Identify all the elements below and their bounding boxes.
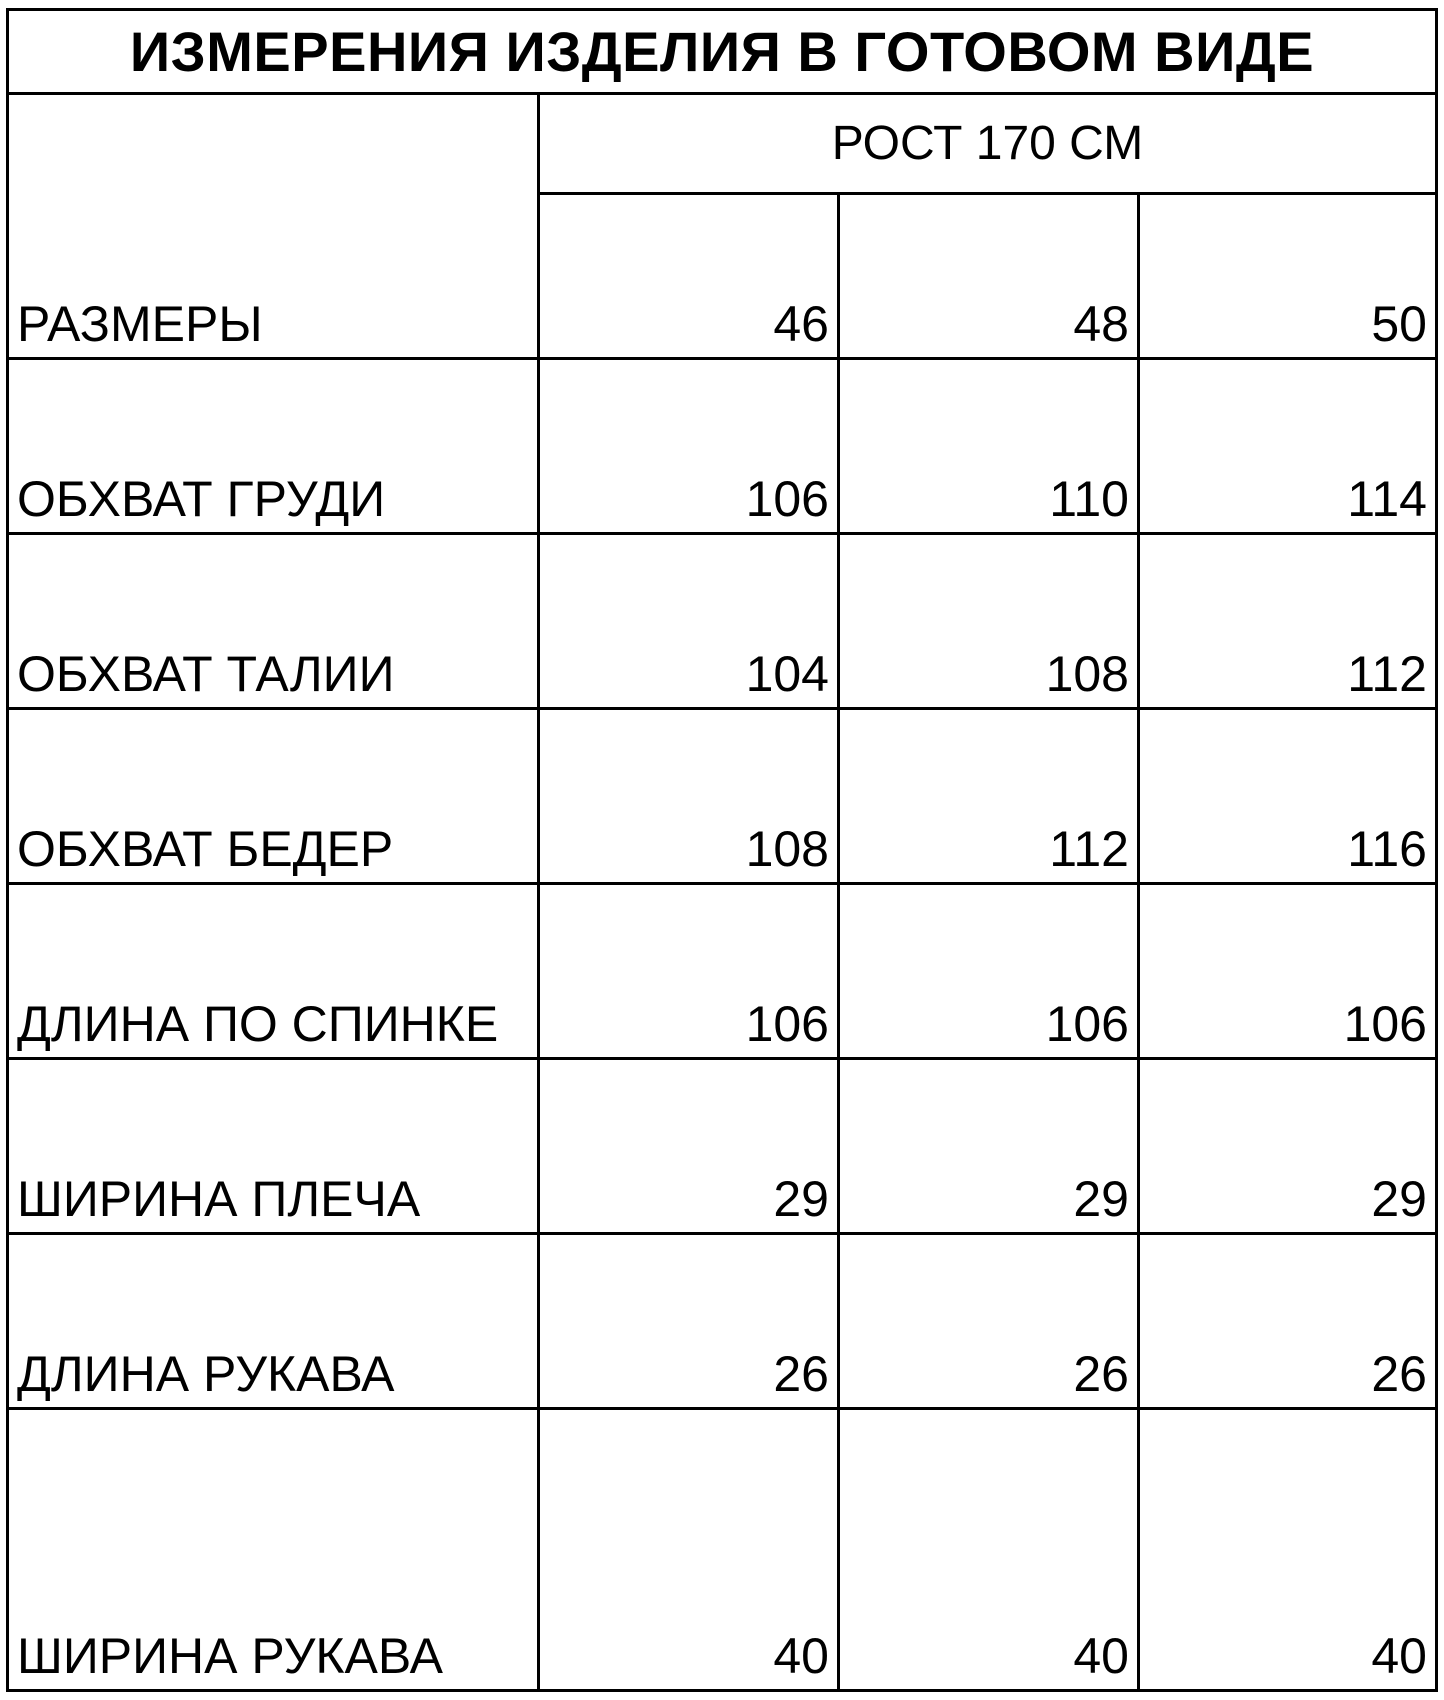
table-row [9, 1410, 1435, 1689]
table-row [9, 360, 1435, 535]
value-cell: 110 [837, 360, 1137, 532]
height-header: РОСТ 170 СМ [537, 95, 1435, 195]
value-cell: 29 [1137, 1060, 1435, 1232]
value-cell: 46 [537, 195, 837, 357]
value-cell: 26 [837, 1235, 1137, 1407]
value-cell: 106 [1137, 885, 1435, 1057]
value-cell: 29 [537, 1060, 837, 1232]
value-cell: 108 [537, 710, 837, 882]
value-cell: 108 [837, 535, 1137, 707]
value-cell: 114 [1137, 360, 1435, 532]
header-blank-cell [9, 95, 537, 195]
row-label: ДЛИНА ПО СПИНКЕ [17, 996, 499, 1052]
value-cell: 40 [537, 1410, 837, 1689]
value-cell: 26 [1137, 1235, 1435, 1407]
row-label: ШИРИНА ПЛЕЧА [17, 1171, 421, 1227]
value-cell: 48 [837, 195, 1137, 357]
value-cell: 29 [837, 1060, 1137, 1232]
value-cell: 112 [837, 710, 1137, 882]
table-row [9, 1060, 1435, 1235]
table-row [9, 195, 1435, 360]
row-label: ШИРИНА РУКАВА [17, 1628, 443, 1684]
table-title: ИЗМЕРЕНИЯ ИЗДЕЛИЯ В ГОТОВОМ ВИДЕ [9, 11, 1435, 95]
value-cell: 112 [1137, 535, 1435, 707]
value-cell: 26 [537, 1235, 837, 1407]
value-cell: 50 [1137, 195, 1435, 357]
value-cell: 116 [1137, 710, 1435, 882]
row-label: ОБХВАТ БЕДЕР [17, 821, 394, 877]
row-label: ОБХВАТ ГРУДИ [17, 471, 386, 527]
table-row [9, 535, 1435, 710]
measurements-table [6, 8, 1438, 1692]
table-row [9, 710, 1435, 885]
value-cell: 106 [837, 885, 1137, 1057]
value-cell: 106 [537, 360, 837, 532]
value-cell: 106 [537, 885, 837, 1057]
table-body [9, 195, 1435, 1689]
row-label: РАЗМЕРЫ [17, 296, 263, 352]
row-label: ОБХВАТ ТАЛИИ [17, 646, 395, 702]
value-cell: 40 [837, 1410, 1137, 1689]
table-row [9, 1235, 1435, 1410]
value-cell: 40 [1137, 1410, 1435, 1689]
table-row [9, 885, 1435, 1060]
row-label: ДЛИНА РУКАВА [17, 1346, 395, 1402]
value-cell: 104 [537, 535, 837, 707]
